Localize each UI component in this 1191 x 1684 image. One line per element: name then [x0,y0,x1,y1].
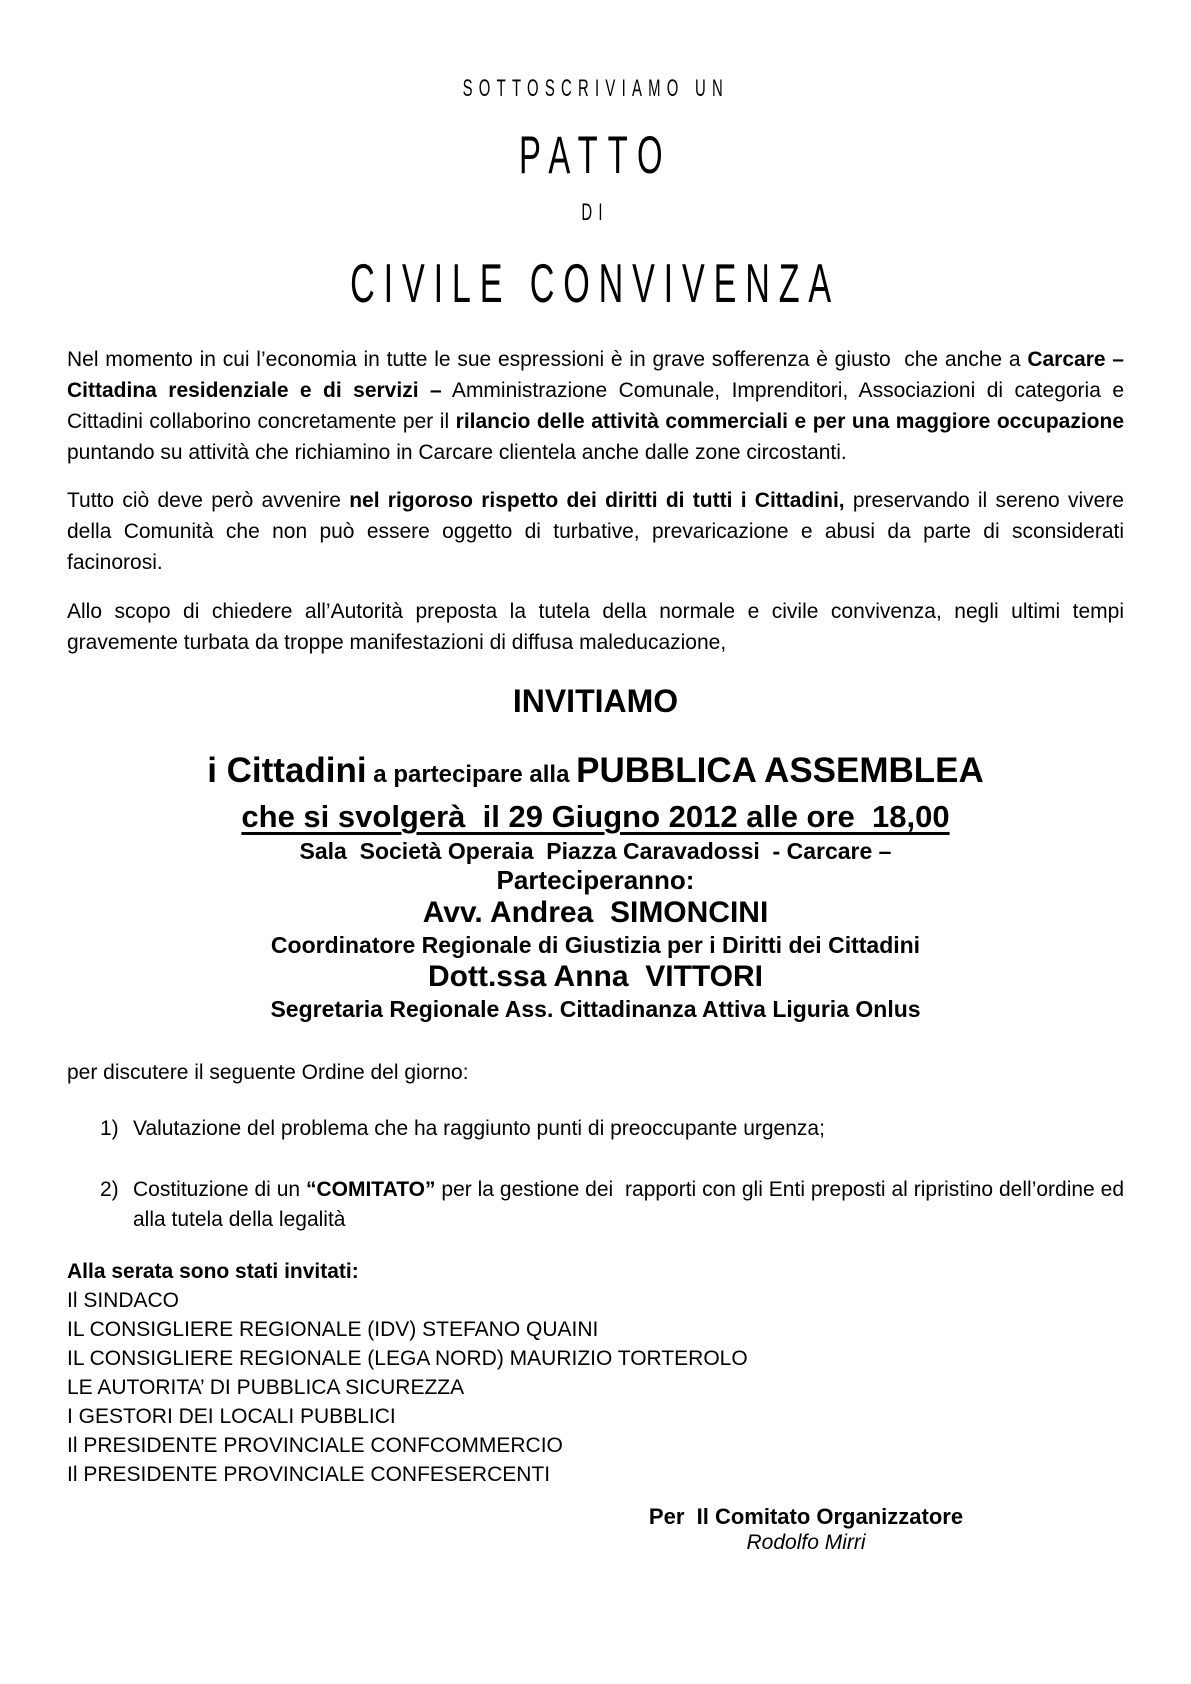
paragraph-text-bold: rilancio delle attività commerciali e per una maggiore occupazione [455,410,1125,433]
paragraph-text: puntando su attività che richiamino in Carcare clientela anche dalle zone circostanti. [67,410,1130,464]
agenda-item-1-text: Valutazione del problema che ha raggiunto punti di preoccupante urgenza; [133,1117,825,1140]
invited-item-presidente-confcommercio: Il PRESIDENTE PROVINCIALE CONFCOMMERCIO [67,1434,563,1457]
signature-name: Rodolfo Mirri [746,1531,866,1554]
intro-paragraph-1 [67,344,1130,468]
signature-block [620,1503,992,1556]
paragraph-text: preservando il sereno vivere della Comunità che non può essere oggetto di turbative, prevaricazione e abusi da parte di sconsiderati facinorosi. [67,489,1130,574]
header-kicker-text: SOTTOSCRIVIAMO UN [462,75,729,102]
paragraph-text: Tutto ciò deve però avvenire [67,489,350,512]
invitation-audience: i Cittadini [207,751,367,790]
signature-committee-line: Per Il Comitato Organizzatore [648,1504,964,1529]
agenda-item-1-number: 1) [100,1117,119,1140]
paragraph-text: Nel momento in cui l’economia in tutte le sue espressioni è in grave sofferenza è giusto che anche a [67,348,1028,371]
agenda-item-2-text-bold: “COMITATO” [305,1178,436,1201]
speaker-1-name: Avv. Andrea SIMONCINI [422,896,769,929]
header-title-civile-convivenza [67,254,1124,312]
paragraph-text-bold: Carcare – Cittadina residenziale e di servizi – [67,348,1130,402]
intro-paragraph-2 [67,485,1130,578]
agenda-item-2-text: per la gestione dei rapporti con gli Enti preposti al ripristino dell’ordine ed alla tutela della legalità [133,1178,1130,1231]
invited-item-sindaco: Il SINDACO [67,1289,180,1312]
agenda-item-2-text: Costituzione di un [133,1178,306,1201]
invited-item-autorita-sicurezza: LE AUTORITA’ DI PUBBLICA SICUREZZA [67,1376,465,1399]
agenda-item-2 [67,1175,1130,1235]
speaker-2-name: Dott.ssa Anna VITTORI [427,960,764,993]
header-connector-di-text: DI [581,199,610,226]
header-title-civile-convivenza-text: CIVILE CONVIVENZA [350,252,841,314]
agenda-intro: per discutere il seguente Ordine del giorno: [67,1061,469,1084]
invitiamo-heading: INVITIAMO [512,683,679,719]
header-title-patto [67,128,1124,184]
header-kicker [67,76,1124,102]
paragraph-text-bold: nel rigoroso rispetto dei diritti di tutti i Cittadini, [349,489,845,512]
paragraph-text: Amministrazione Comunale, Imprenditori, Associazioni di categoria e Cittadini collaborino concretamente per il [67,379,1130,433]
document-header [67,76,1124,312]
invitation-connector: a partecipare alla [366,761,577,788]
paragraph-text: Allo scopo di chiedere all’Autorità preposta la tutela della normale e civile convivenza, negli ultimi tempi gravemente turbata da troppe manifestazioni di diffusa maleducazione, [67,600,1130,654]
agenda-item-1 [67,1114,1124,1144]
intro-paragraph-3 [67,596,1130,658]
invited-item-consigliere-lega-nord: IL CONSIGLIERE REGIONALE (LEGA NORD) MAURIZIO TORTEROLO [67,1347,748,1370]
speaker-2-role: Segretaria Regionale Ass. Cittadinanza Attiva Liguria Onlus [270,996,921,1022]
invitation-event: PUBBLICA ASSEMBLEA [576,751,984,790]
invited-item-gestori-locali: I GESTORI DEI LOCALI PUBBLICI [67,1405,396,1428]
header-connector-di [67,200,1124,226]
invited-item-consigliere-idv: IL CONSIGLIERE REGIONALE (IDV) STEFANO QUAINI [67,1318,599,1341]
participants-label: Parteciperanno: [496,865,695,895]
invited-list-label: Alla serata sono stati invitati: [67,1260,359,1283]
agenda-item-2-number: 2) [100,1178,119,1201]
event-date-line: che si svolgerà il 29 Giugno 2012 alle ore 18,00 [241,799,950,834]
invitation-line [67,750,1124,797]
event-venue: Sala Società Operaia Piazza Caravadossi - Carcare – [299,838,892,864]
invited-item-presidente-confesercenti: Il PRESIDENTE PROVINCIALE CONFESERCENTI [67,1463,551,1486]
header-title-patto-text: PATTO [518,126,673,185]
speaker-1-role: Coordinatore Regionale di Giustizia per i Diritti dei Cittadini [270,932,921,958]
